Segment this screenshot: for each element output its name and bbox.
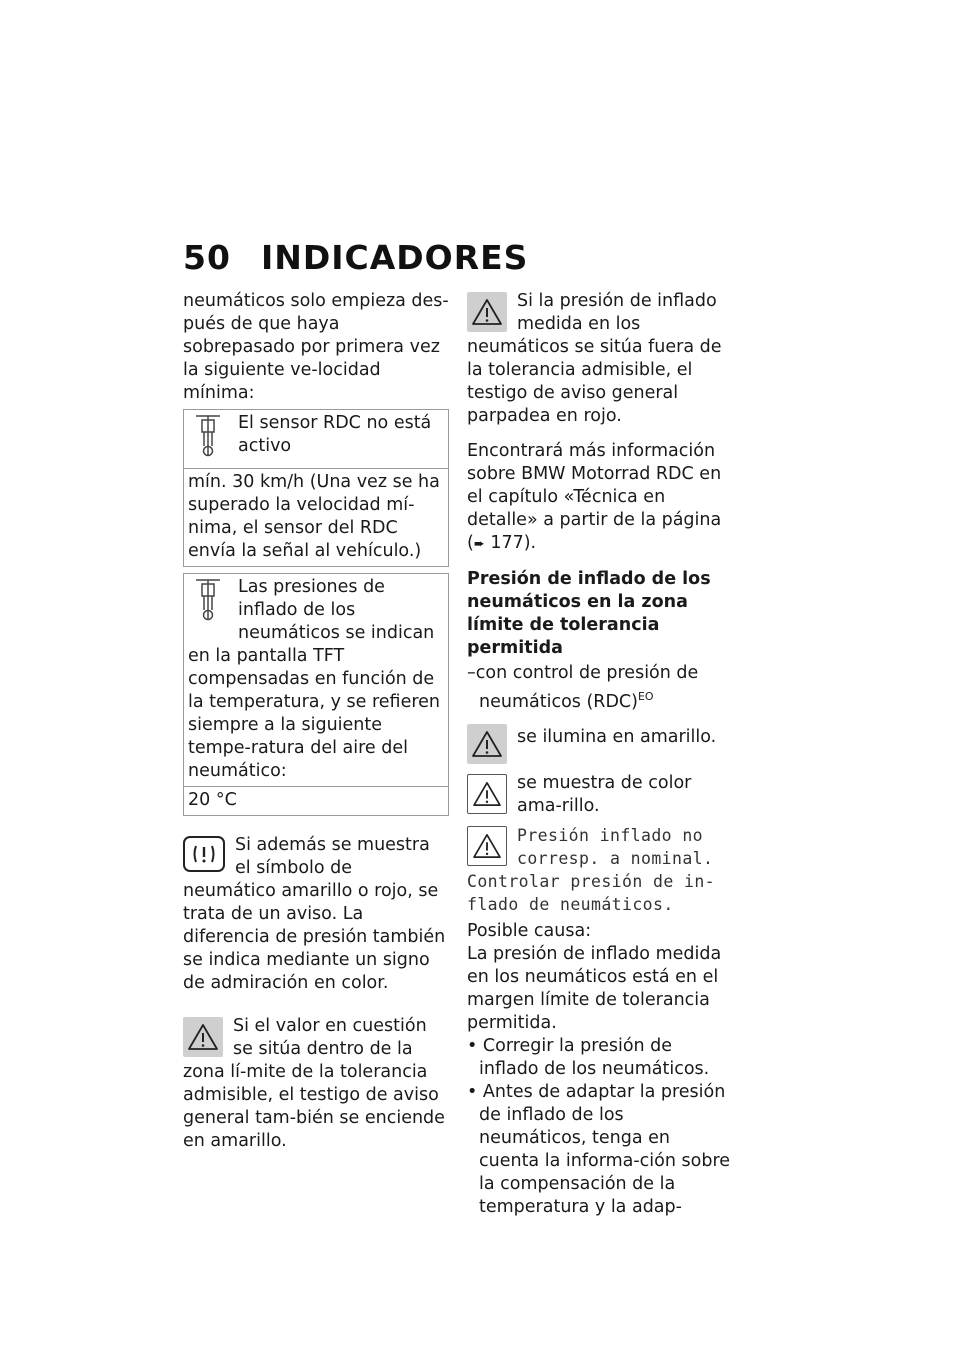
warning-triangle-icon: [467, 724, 507, 764]
gauge-icon: [188, 578, 228, 629]
cause-text: La presión de inflado medida en los neumáticos está en el margen límite de tolerancia permitida.: [467, 943, 722, 1033]
page-header: [183, 238, 528, 277]
info-paragraph: Encontrará más información sobre BMW Motorrad RDC en el capítulo «Técnica en detalle» a partir de la página (➨ 177).: [467, 441, 722, 553]
warning-triangle-icon: [183, 1017, 223, 1057]
section-title: INDICADORES: [260, 238, 529, 277]
intro-text: neumáticos solo empieza des-pués de que haya sobrepasado por primera vez la siguiente ve-locidad mínima:: [183, 291, 449, 403]
display-warning-icon: [467, 826, 507, 866]
note-box-sensor: [183, 409, 449, 567]
yellow-light-text: se ilumina en amarillo.: [517, 726, 717, 747]
yellow-display-text: se muestra de color ama-rillo.: [517, 772, 692, 816]
list-item: • Antes de adaptar la presión de inflado de los neumáticos, tenga en cuenta la informa-ción sobre la compensación de la temperatura y la adap-: [467, 1081, 731, 1217]
note-sensor-value: mín. 30 km/h (Una vez se ha superado la velocidad mí-nima, el sensor del RDC envía la señal al vehículo.): [188, 472, 440, 561]
tire-warning-icon: [183, 836, 225, 872]
display-warning-icon: [467, 774, 507, 814]
warning-triangle-icon: [467, 292, 507, 332]
note-sensor-text: El sensor RDC no está activo: [238, 413, 432, 456]
note-box-pressure: [183, 573, 449, 816]
note-pressure-value: 20 °C: [188, 790, 237, 810]
page-reference[interactable]: (➨ 177).: [467, 533, 537, 553]
right-column: [467, 290, 735, 1219]
warning-yellow-text: Si el valor en cuestión se sitúa dentro de la zona lí-mite de la tolerancia admisible, el testigo de aviso general tam-bién se enciende en amarillo.: [183, 1016, 445, 1151]
display-message-line2: corresp. a nominal.: [517, 848, 714, 868]
left-column: [183, 290, 449, 1153]
option-superscript: EO: [637, 690, 654, 703]
list-item: • Corregir la presión de inflado de los neumáticos.: [467, 1035, 710, 1079]
tire-symbol-text: Si además se muestra el símbolo de neumático amarillo o rojo, se trata de un aviso. La diferencia de presión también se indica mediante un signo de admiración en color.: [183, 835, 446, 993]
display-message-line1: Presión inflado no: [517, 825, 704, 845]
display-message-rest: Controlar presión de in-flado de neumáticos.: [467, 871, 716, 914]
section-heading: Presión de inflado de los neumáticos en la zona límite de tolerancia permitida: [467, 569, 711, 658]
gauge-icon: [188, 414, 228, 465]
condition-item: –con control de presión de neumáticos (RDC)$^{EO}$: [467, 663, 699, 712]
display-message: [467, 824, 735, 870]
note-pressure-text: Las presiones de inflado de los neumáticos se indican en la pantalla TFT compensadas en función de la temperatura, y se refieren siempre a la siguiente tempe-ratura del aire del neumático:: [188, 577, 441, 781]
warning-red-text: Si la presión de inflado medida en los neumáticos se sitúa fuera de la tolerancia admisible, el testigo de aviso general parpadea en rojo.: [467, 291, 722, 426]
cause-label: Posible causa:: [467, 920, 592, 941]
arrow-icon: ➨: [473, 537, 485, 552]
page-number: 50: [183, 238, 231, 277]
